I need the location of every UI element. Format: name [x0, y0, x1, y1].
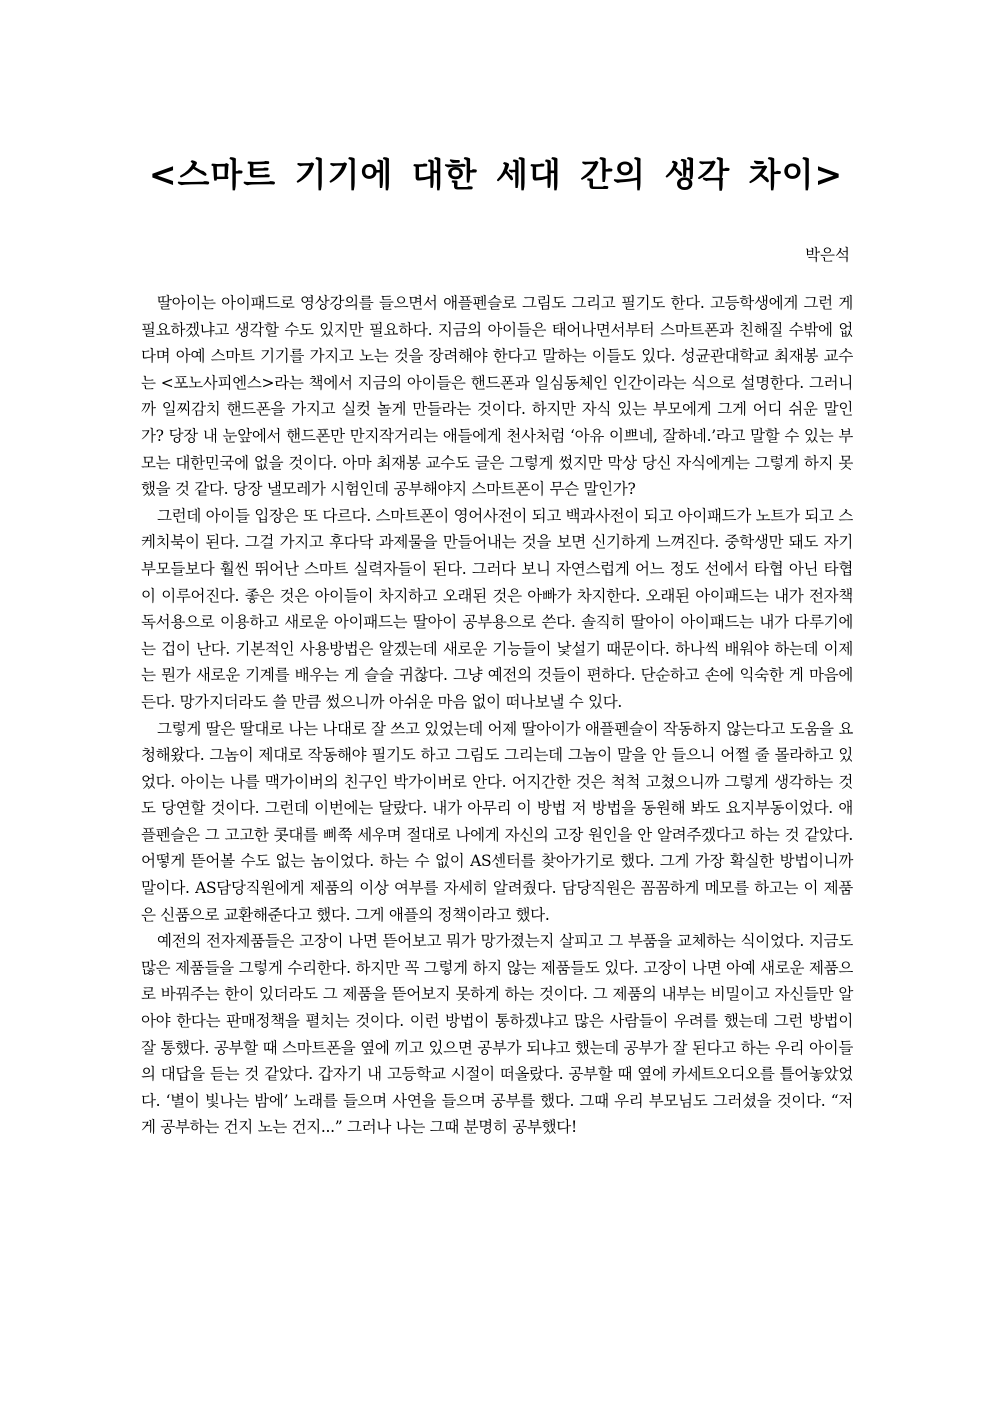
page-title: <스마트 기기에 대한 세대 간의 생각 차이>	[148, 155, 844, 194]
document-body	[141, 290, 853, 1141]
author-name: 박은석	[805, 246, 850, 264]
paragraph: 그렇게 딸은 딸대로 나는 나대로 잘 쓰고 있었는데 어제 딸아이가 애플펜슬이 작동하지 않는다고 도움을 요청해왔다. 그놈이 제대로 작동해야 필기도 하고 그림도 그리는데 그놈이 말을 안 들으니 어쩔 줄 몰라하고 있었다. 아이는 나를 맥가이버의 친구인 박가이버로 안다. 어지간한 것은 척척 고쳤으니까 그렇게 생각하는 것도 당연할 것이다. 그런데 이번에는 달랐다. 내가 아무리 이 방법 저 방법을 동원해 봐도 요지부동이었다. 애플펜슬은 그 고고한 콧대를 삐쭉 세우며 절대로 나에게 자신의 고장 원인을 안 알려주겠다고 하는 것 같았다. 어떻게 뜯어볼 수도 없는 놈이었다. 하는 수 없이 AS센터를 찾아가기로 했다. 그게 가장 확실한 방법이니까 말이다. AS담당직원에게 제품의 이상 여부를 자세히 알려줬다. 담당직원은 꼼꼼하게 메모를 하고는 이 제품은 신품으로 교환해준다고 했다. 그게 애플의 정책이라고 했다.	[141, 719, 853, 924]
paragraph: 예전의 전자제품들은 고장이 나면 뜯어보고 뭐가 망가졌는지 살피고 그 부품을 교체하는 식이었다. 지금도 많은 제품들을 그렇게 수리한다. 하지만 꼭 그렇게 하지 않는 제품들도 있다. 고장이 나면 아예 새로운 제품으로 바꿔주는 한이 있더라도 그 제품을 뜯어보지 못하게 하는 것이다. 그 제품의 내부는 비밀이고 자신들만 알아야 한다는 판매정책을 펼치는 것이다. 이런 방법이 통하겠냐고 많은 사람들이 우려를 했는데 그런 방법이 잘 통했다. 공부할 때 스마트폰을 옆에 끼고 있으면 공부가 되냐고 했는데 공부가 잘 된다고 하는 우리 아이들의 대답을 듣는 것 같았다. 갑자기 내 고등학교 시절이 떠올랐다. 공부할 때 옆에 카세트오디오를 틀어놓았었다. ‘별이 빛나는 밤에’ 노래를 들으며 사연을 들으며 공부를 했다. 그때 우리 부모님도 그러셨을 것이다. “저게 공부하는 건지 노는 건지...” 그러나 나는 그때 분명히 공부했다!	[141, 932, 853, 1137]
paragraph: 딸아이는 아이패드로 영상강의를 들으면서 애플펜슬로 그림도 그리고 필기도 한다. 고등학생에게 그런 게 필요하겠냐고 생각할 수도 있지만 필요하다. 지금의 아이들은 태어나면서부터 스마트폰과 친해질 수밖에 없다며 아예 스마트 기기를 가지고 노는 것을 장려해야 한다고 말하는 이들도 있다. 성균관대학교 최재봉 교수는 <포노사피엔스>라는 책에서 지금의 아이들은 핸드폰과 일심동체인 인간이라는 식으로 설명한다. 그러니까 일찌감치 핸드폰을 가지고 실컷 놀게 만들라는 것이다. 하지만 자식 있는 부모에게 그게 어디 쉬운 말인가? 당장 내 눈앞에서 핸드폰만 만지작거리는 애들에게 천사처럼 ‘아유 이쁘네, 잘하네.’라고 말할 수 있는 부모는 대한민국에 없을 것이다. 아마 최재봉 교수도 글은 그렇게 썼지만 막상 당신 자식에게는 그렇게 하지 못했을 것 같다. 당장 낼모레가 시험인데 공부해야지 스마트폰이 무슨 말인가?	[141, 294, 853, 499]
paragraph: 그런데 아이들 입장은 또 다르다. 스마트폰이 영어사전이 되고 백과사전이 되고 아이패드가 노트가 되고 스케치북이 된다. 그걸 가지고 후다닥 과제물을 만들어내는 것을 보면 신기하게 느껴진다. 중학생만 돼도 자기 부모들보다 훨씬 뛰어난 스마트 실력자들이 된다. 그러다 보니 자연스럽게 어느 정도 선에서 타협 아닌 타협이 이루어진다. 좋은 것은 아이들이 차지하고 오래된 것은 아빠가 차지한다. 오래된 아이패드는 내가 전자책 독서용으로 이용하고 새로운 아이패드는 딸아이 공부용으로 쓴다. 솔직히 딸아이 아이패드는 내가 다루기에는 겁이 난다. 기본적인 사용방법은 알겠는데 새로운 기능들이 낯설기 때문이다. 하나씩 배워야 하는데 이제는 뭔가 새로운 기계를 배우는 게 슬슬 귀찮다. 그냥 예전의 것들이 편하다. 단순하고 손에 익숙한 게 마음에 든다. 망가지더라도 쓸 만큼 썼으니까 아쉬운 마음 없이 떠나보낼 수 있다.	[141, 506, 853, 711]
